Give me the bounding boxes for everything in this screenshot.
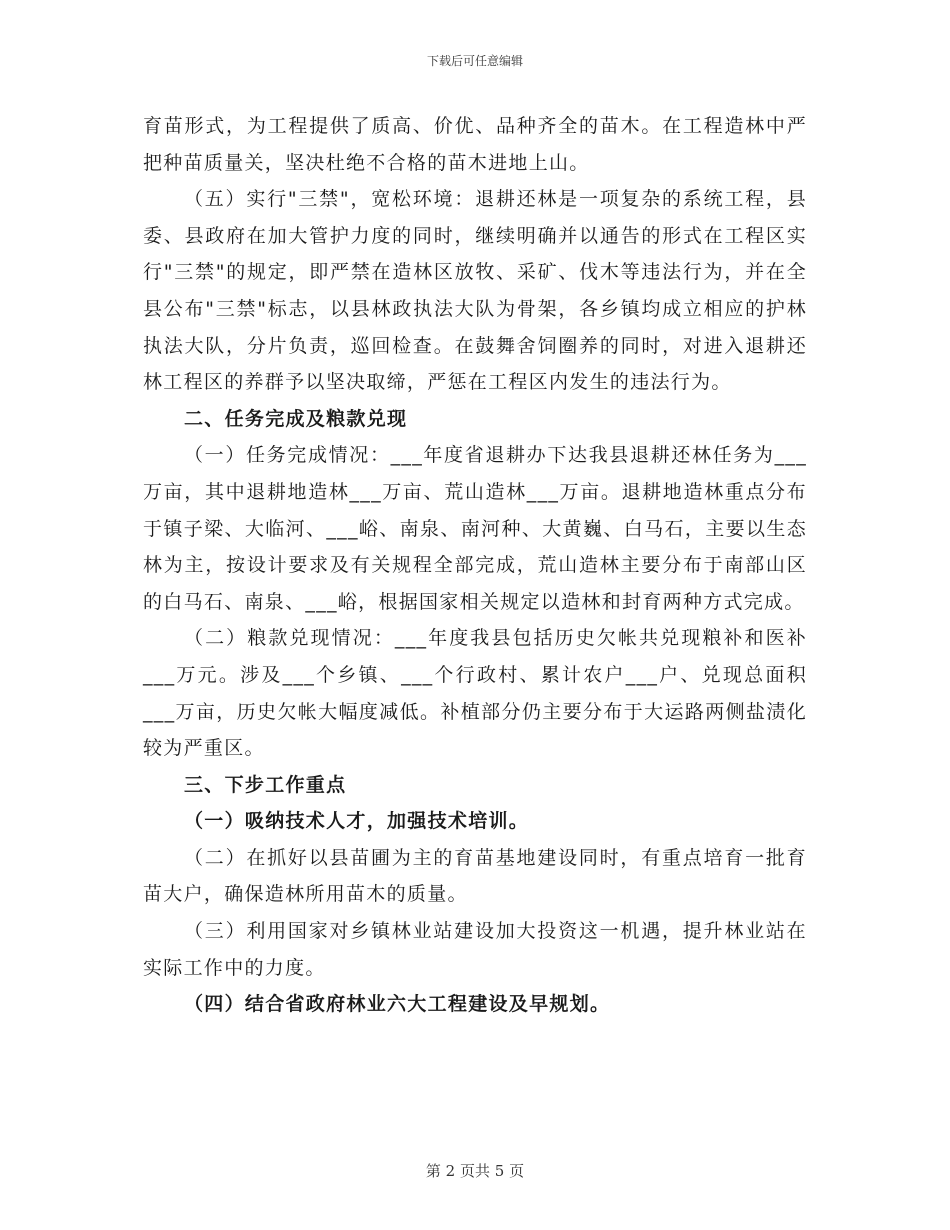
section-heading-next-steps: 三、下步工作重点 (184, 773, 347, 796)
page-footer: 第 2 页共 5 页 (425, 1162, 525, 1180)
paragraph-three-bans: （五）实行"三禁"，宽松环境：退耕还林是一项复杂的系统工程，县委、县政府在加大管护力度的同时，继续明确并以通告的形式在工程区实行"三禁"的规定，即严禁在造林区放牧、采矿、伐木等违法行为，并在全县公布"三禁"标志，以县林政执法大队为骨架，各乡镇均成立相应的护林执法大队，分片负责，巡回检查。在鼓舞舍饲圈养的同时，对进入退耕还林工程区的养群予以坚决取缔，严惩在工程区内发生的违法行为。 (143, 188, 807, 394)
document-body (143, 108, 807, 1023)
section-heading-task-completion: 二、任务完成及粮款兑现 (184, 407, 408, 430)
item-forestry-station: （三）利用国家对乡镇林业站建设加大投资这一机遇，提升林业站在实际工作中的力度。 (143, 920, 807, 979)
page-header: 下载后可任意编辑 (426, 54, 523, 68)
item-nursery-base: （二）在抓好以县苗圃为主的育苗基地建设同时，有重点培育一批育苗大户，确保造林所用苗木的质量。 (143, 846, 807, 906)
paragraph-seedling-continuation: 育苗形式，为工程提供了质高、价优、品种齐全的苗木。在工程造林中严把种苗质量关，坚决杜绝不合格的苗木进地上山。 (143, 115, 807, 174)
paragraph-task-status: （一）任务完成情况：___年度省退耕办下达我县退耕还林任务为___万亩，其中退耕地造林___万亩、荒山造林___万亩。退耕地造林重点分布于镇子梁、大临河、___峪、南泉、南河种、大黄巍、白马石，主要以生态林为主，按设计要求及有关规程全部完成，荒山造林主要分布于南部山区的白马石、南泉、___峪，根据国家相关规定以造林和封育两种方式完成。 (143, 444, 807, 613)
item-six-projects: （四）结合省政府林业六大工程建设及早规划。 (184, 993, 611, 1016)
paragraph-payment-status: （二）粮款兑现情况：___年度我县包括历史欠帐共兑现粮补和医补___万元。涉及___个乡镇、___个行政村、累计农户___户、兑现总面积___万亩，历史欠帐大幅度减低。补植部分仍主要分布于大运路两侧盐渍化较为严重区。 (143, 627, 807, 760)
item-technical-talent: （一）吸纳技术人才，加强技术培训。 (184, 810, 530, 833)
